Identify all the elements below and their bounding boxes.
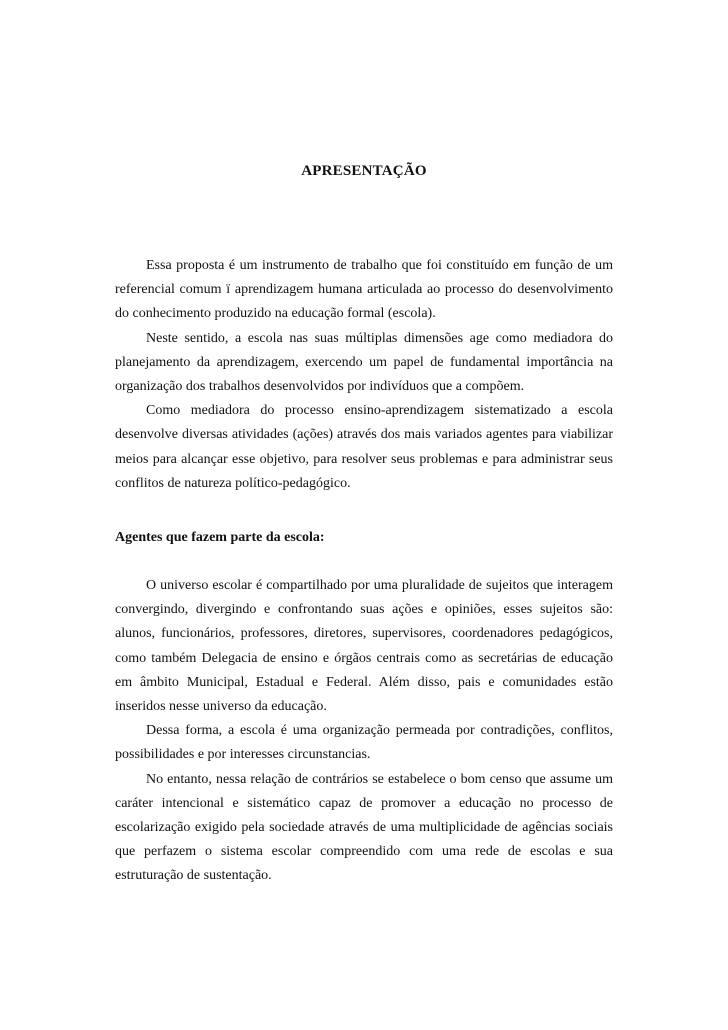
paragraph: O universo escolar é compartilhado por uma pluralidade de sujeitos que interagem convergindo, divergindo e confrontando suas ações e opiniões, esses sujeitos são: alunos, funcionários, professores, diretores, supervisores, coordenadores pedagógicos, como também Delegacia de ensino e órgãos centrais como as secretárias de educação em âmbito Municipal, Estadual e Federal. Além disso, pais e comunidades estão inseridos nesse universo da educação.: [115, 578, 613, 715]
paragraph: Dessa forma, a escola é uma organização permeada por contradições, conflitos, possibilidades e por interesses circunstancias.: [115, 723, 613, 763]
paragraph: Essa proposta é um instrumento de trabalho que foi constituído em função de um referencial comum ï aprendizagem humana articulada ao processo do desenvolvimento do conhecimento produzido na educação formal (escola).: [115, 258, 613, 322]
paragraph: Neste sentido, a escola nas suas múltiplas dimensões age como mediadora do planejamento da aprendizagem, exercendo um papel de fundamental importância na organização dos trabalhos desenvolvidos por indivíduos que a compõem.: [115, 330, 613, 395]
agents-section: [115, 574, 613, 889]
section-heading: Agentes que fazem parte da escola:: [115, 530, 325, 545]
paragraph: Como mediadora do processo ensino-aprendizagem sistematizado a escola desenvolve diversas atividades (ações) através dos mais variados agentes para viabilizar meios para alcançar esse objetivo, para resolver seus problemas e para administrar seus conflitos de natureza político-pedagógico.: [115, 403, 613, 491]
intro-section: [115, 254, 613, 496]
page-title: APRESENTAÇÃO: [301, 163, 427, 179]
paragraph: No entanto, nessa relação de contrários se estabelece o bom censo que assume um caráter intencional e sistemático capaz de promover a educação no processo de escolarização exigido pela sociedade através de uma multiplicidade de agências sociais que perfazem o sistema escolar compreendido com uma rede de escolas e sua estruturação de sustentação.: [115, 771, 613, 884]
